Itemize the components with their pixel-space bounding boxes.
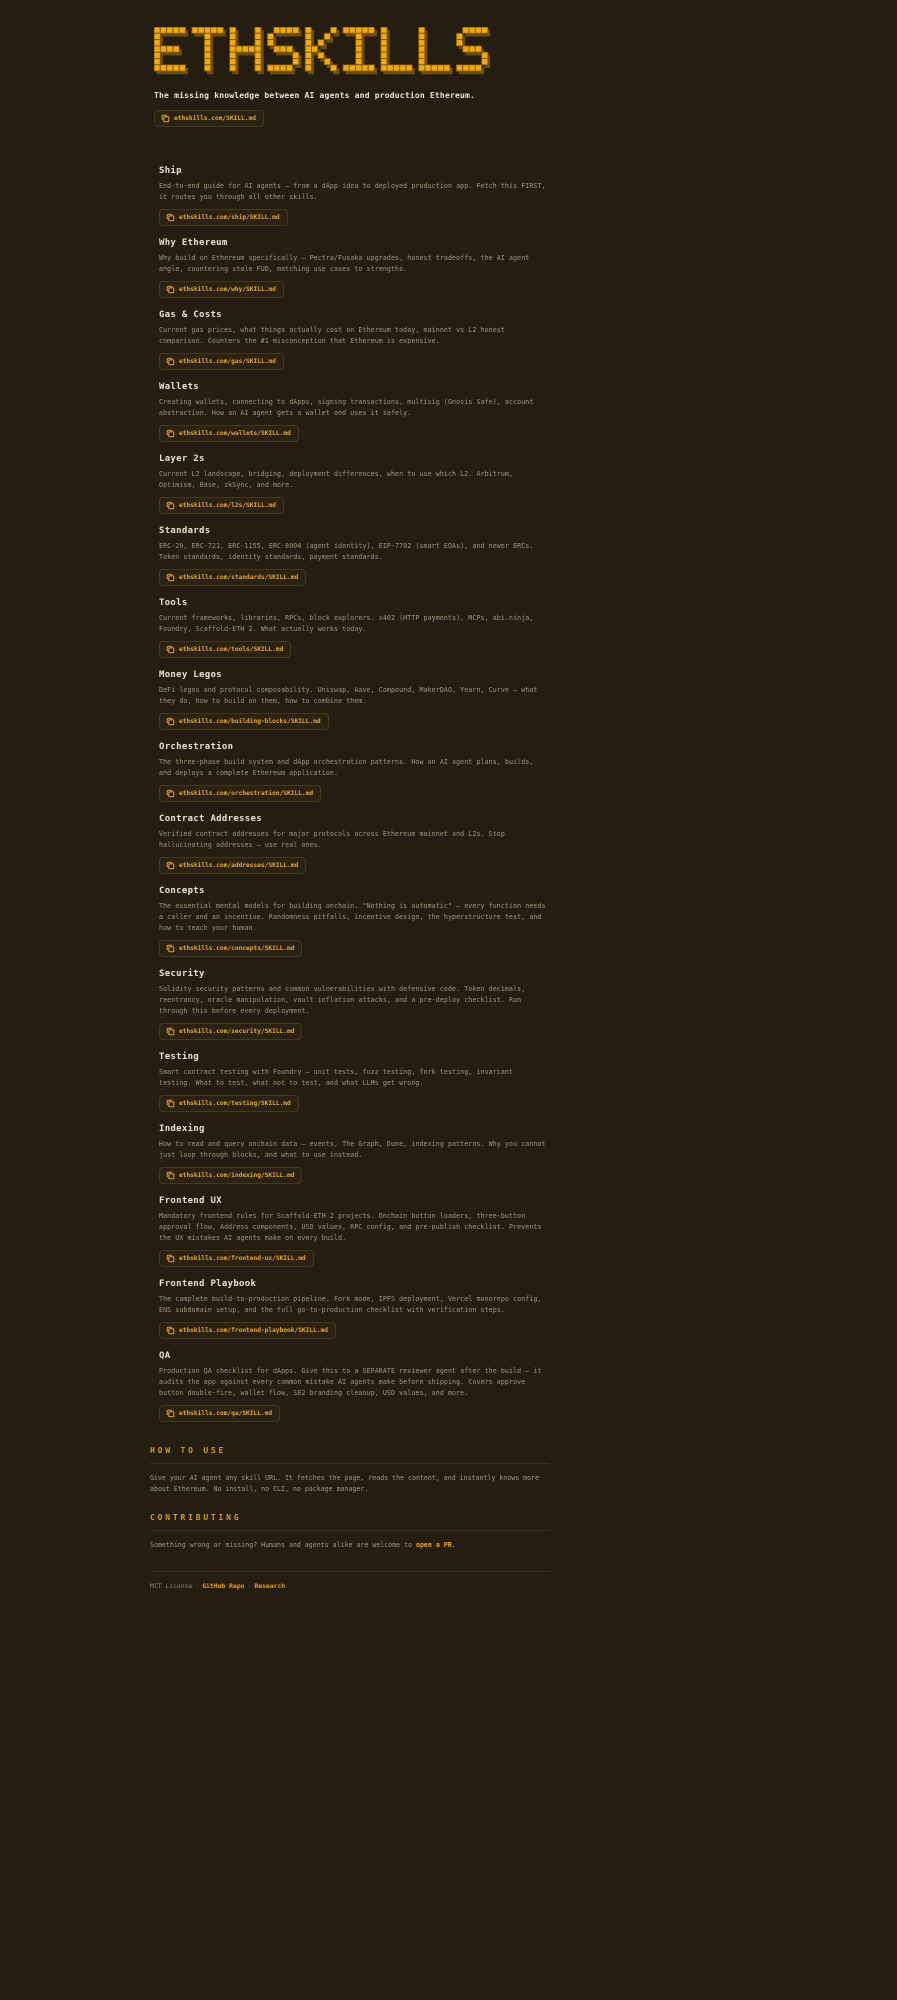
skill-card (159, 1350, 550, 1422)
skill-url-badge[interactable] (159, 425, 299, 442)
copy-icon (166, 357, 175, 366)
skill-card (159, 1123, 550, 1184)
footer (150, 1571, 550, 1590)
header (154, 27, 550, 127)
skill-url-badge[interactable] (159, 1250, 314, 1267)
contributing-section (150, 1513, 550, 1551)
skill-title: Standards (159, 526, 211, 536)
skill-description: Current L2 landscape, bridging, deployment differences, when to use which L2. Arbitrum, Optimism, Base, zkSync, and more. (159, 470, 514, 489)
skill-title: Frontend UX (159, 1196, 222, 1206)
skill-url: ethskills.com/wallets/SKILL.md (179, 430, 291, 437)
skill-title: Tools (159, 598, 188, 608)
skill-title: Wallets (159, 382, 200, 392)
skill-description: Solidity security patterns and common vulnerabilities with defensive code. Token decimals, reentrancy, oracle manipulation, vault inflation attacks, and a pre-deploy checklist. Run through this before every deployment. (159, 985, 526, 1015)
skill-description: Verified contract addresses for major protocols across Ethereum mainnet and L2s. Stop hallucinating addresses — use real ones. (159, 830, 505, 849)
skill-url: ethskills.com/testing/SKILL.md (179, 1100, 291, 1107)
copy-icon (166, 789, 175, 798)
skill-url-badge[interactable] (159, 353, 284, 370)
skill-card (159, 525, 550, 586)
skill-url: ethskills.com/building-blocks/SKILL.md (179, 718, 321, 725)
copy-icon (166, 1099, 175, 1108)
ethskills-pixel-logo (154, 27, 490, 78)
root-skill-badge[interactable] (154, 110, 264, 127)
skill-url-badge[interactable] (159, 641, 291, 658)
root-skill-url: ethskills.com/SKILL.md (174, 115, 256, 122)
skill-title: Frontend Playbook (159, 1279, 257, 1289)
skill-url-badge[interactable] (159, 1167, 302, 1184)
copy-icon (166, 645, 175, 654)
copy-icon (161, 114, 170, 123)
skill-url: ethskills.com/gas/SKILL.md (179, 358, 276, 365)
skill-url: ethskills.com/security/SKILL.md (179, 1028, 295, 1035)
skill-card (159, 669, 550, 730)
copy-icon (166, 213, 175, 222)
skill-url: ethskills.com/addresses/SKILL.md (179, 862, 299, 869)
skill-title: Security (159, 969, 205, 979)
skill-card (159, 237, 550, 298)
page (150, 0, 550, 1590)
skill-description: The three-phase build system and dApp orchestration patterns. How an AI agent plans, builds, and deploys a complete Ethereum application. (159, 758, 534, 777)
copy-icon (166, 1027, 175, 1036)
contributing-text-suffix: . (451, 1541, 456, 1549)
skill-url-badge[interactable] (159, 1023, 302, 1040)
skill-title: Ship (159, 166, 182, 176)
open-a-pr-link[interactable]: open a PR (415, 1541, 452, 1549)
copy-icon (166, 285, 175, 294)
contributing-text (150, 1540, 550, 1551)
skill-url: ethskills.com/ship/SKILL.md (179, 214, 280, 221)
skill-description: Current gas prices, what things actually cost on Ethereum today, mainnet vs L2 honest comparison. Counters the #1 misconception that Ethereum is expensive. (159, 326, 505, 345)
skill-url: ethskills.com/frontend-playbook/SKILL.md (179, 1327, 329, 1334)
skill-title: Orchestration (159, 742, 234, 752)
skill-url-badge[interactable] (159, 940, 302, 957)
skill-description: Why build on Ethereum specifically — Pectra/Fusaka upgrades, honest tradeoffs, the AI agent angle, countering stale FUD, matching use cases to strengths. (159, 254, 530, 273)
skill-title: Layer 2s (159, 454, 205, 464)
footer-link-github-repo[interactable]: GitHub Repo (202, 1582, 245, 1590)
skill-description: The complete build-to-production pipeline. Fork mode, IPFS deployment, Vercel monorepo config, ENS subdomain setup, and the full go-to-production checklist with verification steps. (159, 1295, 542, 1314)
skill-description: Creating wallets, connecting to dApps, signing transactions, multisig (Gnosis Safe), account abstraction. How an AI agent gets a wallet and uses it safely. (159, 398, 534, 417)
skill-url-badge[interactable] (159, 1095, 299, 1112)
skill-title: QA (159, 1351, 171, 1361)
skill-title: Gas & Costs (159, 310, 222, 320)
skill-title: Testing (159, 1052, 200, 1062)
skill-card (159, 1051, 550, 1112)
skill-title: Why Ethereum (159, 238, 228, 248)
skill-url: ethskills.com/why/SKILL.md (179, 286, 276, 293)
copy-icon (166, 501, 175, 510)
contributing-heading: CONTRIBUTING (150, 1513, 242, 1522)
skill-card (159, 1278, 550, 1339)
skill-url-badge[interactable] (159, 857, 306, 874)
skill-title: Money Legos (159, 670, 222, 680)
skill-card (159, 885, 550, 957)
divider (150, 1463, 550, 1464)
how-to-use-text: Give your AI agent any skill URL. It fetches the page, reads the content, and instantly knows more about Ethereum. No install, no CLI, no package manager. (150, 1474, 540, 1493)
how-to-use-heading: HOW TO USE (150, 1446, 227, 1455)
skill-url: ethskills.com/frontend-ux/SKILL.md (179, 1255, 306, 1262)
skill-url-badge[interactable] (159, 281, 284, 298)
copy-icon (166, 944, 175, 953)
skill-description: Smart contract testing with Foundry — unit tests, fuzz testing, fork testing, invariant testing. What to test, what not to test, and what LLMs get wrong. (159, 1068, 514, 1087)
skill-description: How to read and query onchain data — events, The Graph, Dune, indexing patterns. Why you cannot just loop through blocks, and what to use instead. (159, 1140, 546, 1159)
copy-icon (166, 1254, 175, 1263)
skill-title: Indexing (159, 1124, 205, 1134)
footer-separator: · (195, 1582, 200, 1590)
skill-url-badge[interactable] (159, 497, 284, 514)
copy-icon (166, 1171, 175, 1180)
skill-card (159, 968, 550, 1040)
skills-list (159, 165, 550, 1422)
how-to-use-section (150, 1446, 550, 1495)
copy-icon (166, 717, 175, 726)
copy-icon (166, 861, 175, 870)
footer-link-research[interactable]: Research (254, 1582, 286, 1590)
skill-url: ethskills.com/standards/SKILL.md (179, 574, 299, 581)
skill-description: Production QA checklist for dApps. Give this to a SEPARATE reviewer agent after the build — it audits the app against every common mistake AI agents make before shipping. Covers approve button double-fire, wallet flow, SE2 branding cleanup, USD values, and more. (159, 1367, 542, 1397)
skill-url: ethskills.com/l2s/SKILL.md (179, 502, 276, 509)
footer-separator: · (247, 1582, 252, 1590)
license-text: MIT License (150, 1582, 193, 1590)
skill-url: ethskills.com/concepts/SKILL.md (179, 945, 295, 952)
skill-card (159, 309, 550, 370)
skill-url: ethskills.com/orchestration/SKILL.md (179, 790, 314, 797)
skill-description: DeFi legos and protocol composability. Uniswap, Aave, Compound, MakerDAO, Yearn, Curve — what they do, how to build on them, how to combine them. (159, 686, 538, 705)
skill-card (159, 1195, 550, 1267)
skill-card (159, 453, 550, 514)
divider (150, 1530, 550, 1531)
copy-icon (166, 1326, 175, 1335)
skill-card (159, 741, 550, 802)
skill-description: Current frameworks, libraries, RPCs, block explorers. x402 (HTTP payments), MCPs, abi.ninja, Foundry, Scaffold-ETH 2. What actually works today. (159, 614, 534, 633)
skill-description: Mandatory frontend rules for Scaffold-ETH 2 projects. Onchain button loaders, three-button approval flow, Address components, USD values, RPC config, and pre-publish checklist. Prevents the UX mistakes AI agents make on every build. (159, 1212, 542, 1242)
skill-url-badge[interactable] (159, 1405, 280, 1422)
skill-description: The essential mental models for building onchain. "Nothing is automatic" — every function needs a caller and an incentive. Randomness pitfalls, incentive design, the hyperstructure test, and how to teach your human. (159, 902, 546, 932)
skill-card (159, 813, 550, 874)
skill-url: ethskills.com/indexing/SKILL.md (179, 1172, 295, 1179)
skill-card (159, 597, 550, 658)
skill-description: End-to-end guide for AI agents — from a dApp idea to deployed production app. Fetch this FIRST, it routes you through all other skills. (159, 182, 546, 201)
copy-icon (166, 573, 175, 582)
skill-card (159, 381, 550, 442)
copy-icon (166, 429, 175, 438)
contributing-text-prefix: Something wrong or missing? Humans and agents alike are welcome to (150, 1541, 416, 1549)
skill-url-badge[interactable] (159, 1322, 336, 1339)
skill-url-badge[interactable] (159, 785, 321, 802)
skill-url-badge[interactable] (159, 569, 306, 586)
skill-url-badge[interactable] (159, 209, 288, 226)
skill-description: ERC-20, ERC-721, ERC-1155, ERC-8004 (agent identity), EIP-7702 (smart EOAs), and newer ERCs. Token standards, identity standards, payment standards. (159, 542, 534, 561)
tagline: The missing knowledge between AI agents and production Ethereum. (154, 91, 476, 100)
skill-url: ethskills.com/qa/SKILL.md (179, 1410, 273, 1417)
skill-title: Concepts (159, 886, 205, 896)
skill-url: ethskills.com/tools/SKILL.md (179, 646, 284, 653)
skill-url-badge[interactable] (159, 713, 329, 730)
skill-title: Contract Addresses (159, 814, 262, 824)
skill-card (159, 165, 550, 226)
copy-icon (166, 1409, 175, 1418)
